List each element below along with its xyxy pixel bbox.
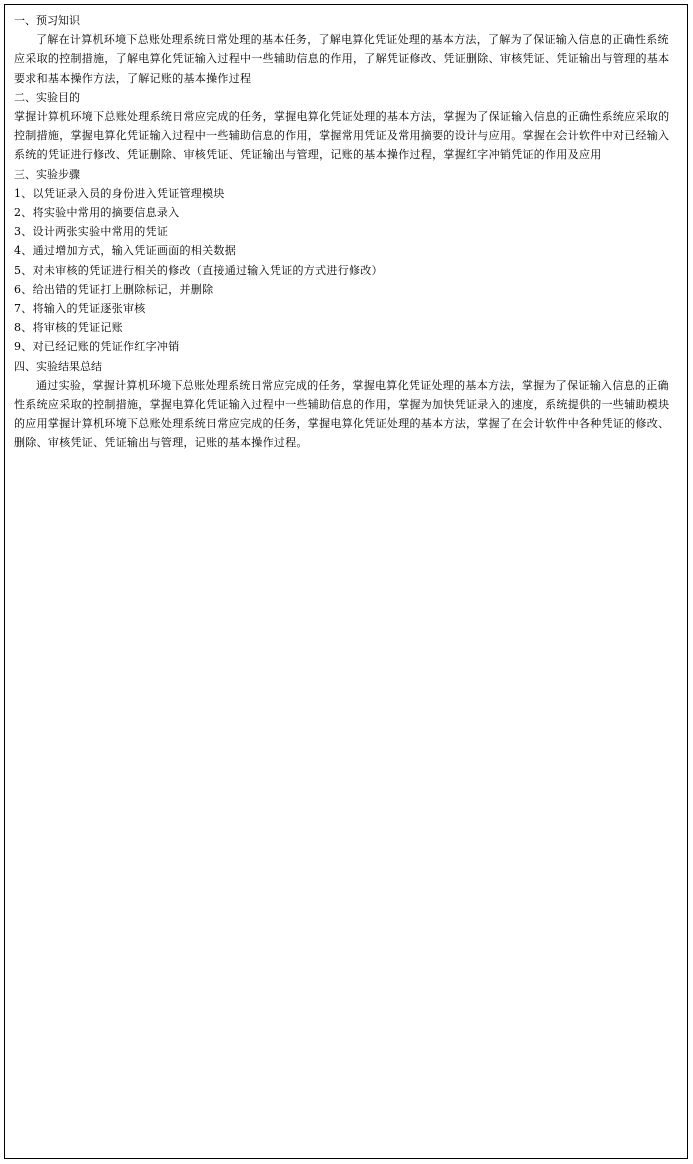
step-item: 1、以凭证录入员的身份进入凭证管理模块 bbox=[14, 186, 225, 200]
section-body-purpose: 掌握计算机环境下总账处理系统日常应完成的任务，掌握电算化凭证处理的基本方法，掌握为了保证输入信息的正确性系统应采取的控制措施，掌握电算化凭证输入过程中一些辅助信息的作用，掌握常用凭证及常用摘要的设计与应用。掌握在会计软件中对已经输入系统的凭证进行修改、凭证删除、审核凭证、凭证输出与管理，记账的基本操作过程，掌握红字冲销凭证的作用及应用 bbox=[14, 110, 670, 162]
step-item: 9、对已经记账的凭证作红字冲销 bbox=[14, 340, 180, 354]
section-heading-steps: 三、实验步骤 bbox=[14, 167, 80, 181]
step-item: 6、给出错的凭证打上删除标记，并删除 bbox=[14, 282, 214, 296]
section-heading-summary: 四、实验结果总结 bbox=[14, 359, 102, 373]
section-heading-preview: 一、预习知识 bbox=[14, 14, 80, 27]
section-body-preview: 了解在计算机环境下总账处理系统日常处理的基本任务，了解电算化凭证处理的基本方法，了解为了保证输入信息的正确性系统应采取的控制措施，了解电算化凭证输入过程中一些辅助信息的作用，了解凭证修改、凭证删除、审核凭证、凭证输出与管理的基本要求和基本操作方法，了解记账的基本操作过程 bbox=[14, 33, 670, 85]
step-item: 4、通过增加方式，输入凭证画面的相关数据 bbox=[14, 244, 236, 258]
step-item: 7、将输入的凭证逐张审核 bbox=[14, 302, 146, 316]
section-heading-purpose: 二、实验目的 bbox=[14, 90, 80, 104]
step-item: 2、将实验中常用的摘要信息录入 bbox=[14, 206, 180, 220]
section-body-summary: 通过实验，掌握计算机环境下总账处理系统日常应完成的任务，掌握电算化凭证处理的基本方法，掌握为了保证输入信息的正确性系统应采取的控制措施，掌握电算化凭证输入过程中一些辅助信息的作用，掌握为加快凭证录入的速度，系统提供的一些辅助模块的应用掌握计算机环境下总账处理系统日常应完成的任务，掌握电算化凭证处理的基本方法，掌握了在会计软件中各种凭证的修改、删除、审核凭证、凭证输出与管理，记账的基本操作过程。 bbox=[14, 378, 670, 450]
document-frame bbox=[4, 4, 688, 1159]
step-item: 3、设计两张实验中常用的凭证 bbox=[14, 225, 169, 239]
step-item: 5、对未审核的凭证进行相关的修改（直接通过输入凭证的方式进行修改） bbox=[14, 263, 383, 277]
step-item: 8、将审核的凭证记账 bbox=[14, 321, 123, 335]
